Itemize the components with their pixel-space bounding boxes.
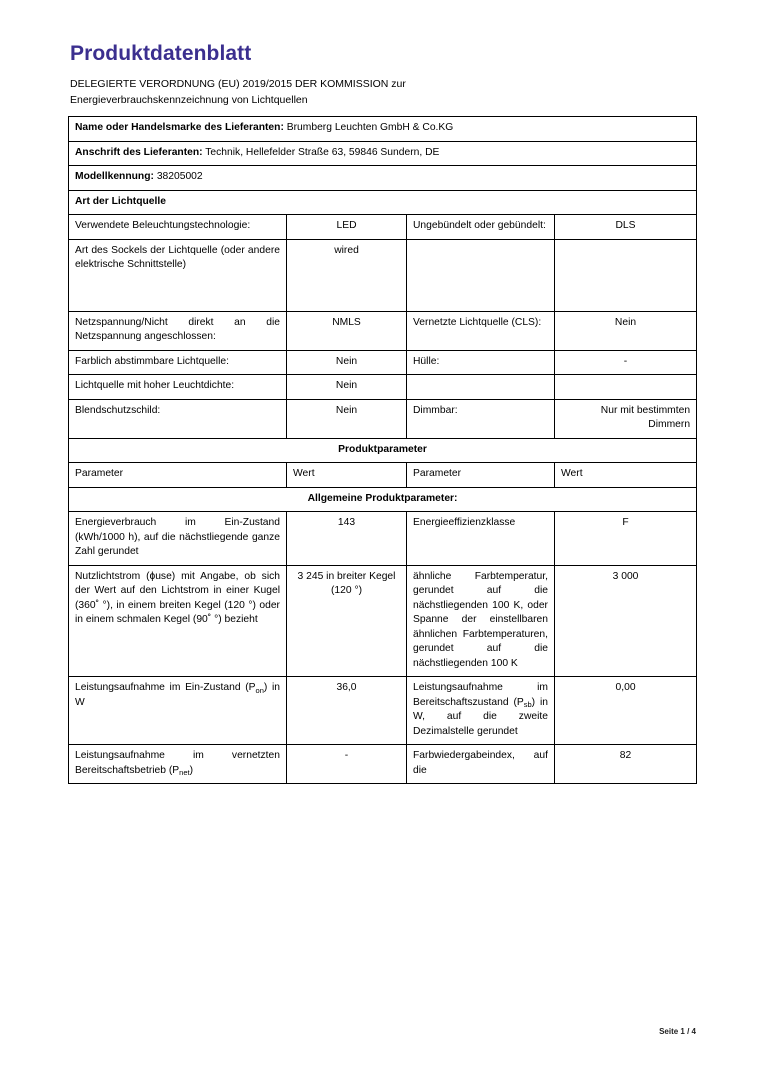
table-row: [69, 677, 697, 745]
row-label: Leistungsaufnahme im vernetzten Bereitschaftsbetrieb $(P_{net})$: [69, 745, 287, 784]
table-row: [69, 512, 697, 566]
table-row: [69, 215, 697, 240]
table-row-model: [69, 166, 697, 191]
table-row-supplier-name: [69, 117, 697, 142]
row-label: Blendschutzschild:: [69, 399, 287, 438]
row-value-2: [555, 239, 697, 311]
row-label: Lichtquelle mit hoher Leuchtdichte:: [69, 375, 287, 400]
row-label-2: [407, 239, 555, 311]
supplier-name-value: Brumberg Leuchten GmbH & Co.KG: [286, 122, 454, 133]
model-label: Modellkennung:: [75, 171, 154, 182]
supplier-name-label: Name oder Handelsmarke des Lieferanten:: [75, 122, 284, 133]
row-value-2: DLS: [555, 215, 697, 240]
table-row: [69, 399, 697, 438]
column-header-value-1: Wert: [287, 463, 407, 488]
supplier-address-label: Anschrift des Lieferanten:: [75, 146, 203, 158]
section-header-product-parameters-label: Produktparameter: [69, 438, 697, 463]
page-footer: Seite 1 / 4: [659, 1027, 696, 1036]
row-label-2: ähnliche Farbtemperatur, gerundet auf die nächstliegenden 100 K, oder Spanne der einstellbaren ähnlichen Farbtemperaturen, gerundet auf die nächstliegenden 100 K: [407, 565, 555, 677]
row-label: Energieverbrauch im Ein-Zustand (kWh/1000 h), auf die nächstliegende ganze Zahl gerundet: [69, 512, 287, 566]
column-header-parameter-2: Parameter: [407, 463, 555, 488]
row-value: 36,0: [287, 677, 407, 745]
row-value: 3 245 in breiter Kegel (120 °): [287, 565, 407, 677]
supplier-address-value: Technik, Hellefelder Straße 63, 59846 Sundern, DE: [205, 146, 440, 158]
regulation-subtitle: [70, 76, 696, 108]
table-row: [69, 745, 697, 784]
section-header-general-parameters: [69, 487, 697, 512]
row-value-2: [555, 375, 697, 400]
row-value-2: Nur mit bestimmten Dimmern: [555, 399, 697, 438]
row-value-2: 0,00: [555, 677, 697, 745]
column-header-value-2: Wert: [555, 463, 697, 488]
table-row: [69, 350, 697, 375]
row-value: LED: [287, 215, 407, 240]
row-label-2: [407, 375, 555, 400]
row-value-2: 3 000: [555, 565, 697, 677]
row-value-2: F: [555, 512, 697, 566]
supplier-name-cell: [69, 117, 697, 142]
section-header-product-parameters: [69, 438, 697, 463]
row-label: Verwendete Beleuchtungstechnologie:: [69, 215, 287, 240]
row-value: 143: [287, 512, 407, 566]
row-value: wired: [287, 239, 407, 311]
table-column-headers: [69, 463, 697, 488]
row-label-2: Dimmbar:: [407, 399, 555, 438]
regulation-subtitle-line2: Energieverbrauchskennzeichnung von Lichtquellen: [70, 94, 308, 106]
table-row: [69, 565, 697, 677]
row-value-2: 82: [555, 745, 697, 784]
row-value: -: [287, 745, 407, 784]
row-label: Nutzlichtstrom (ɸuse) mit Angabe, ob sich der Wert auf den Lichtstrom in einer Kugel (360˚ °), in einem breiten Kegel (120 °) oder in einem schmalen Kegel (90˚ °) bezieht: [69, 565, 287, 677]
row-label-2: Hülle:: [407, 350, 555, 375]
regulation-subtitle-line1: DELEGIERTE VERORDNUNG (EU) 2019/2015 DER KOMMISSION zur: [70, 78, 406, 90]
row-label: Leistungsaufnahme im Ein-Zustand $(P_{on})$ in W: [69, 677, 287, 745]
row-value-2: -: [555, 350, 697, 375]
row-label: Farblich abstimmbare Lichtquelle:: [69, 350, 287, 375]
row-label-2: Vernetzte Lichtquelle (CLS):: [407, 311, 555, 350]
page-title: Produktdatenblatt: [70, 42, 252, 65]
row-value: Nein: [287, 399, 407, 438]
row-value-2: Nein: [555, 311, 697, 350]
row-value: NMLS: [287, 311, 407, 350]
section-header-light-source-type: [69, 190, 697, 215]
row-label: Art des Sockels der Lichtquelle (oder andere elektrische Schnittstelle): [69, 239, 287, 311]
section-header-light-source-type-label: Art der Lichtquelle: [69, 190, 697, 215]
datasheet-table: [68, 116, 697, 784]
supplier-address-cell: [69, 141, 697, 166]
table-row: [69, 311, 697, 350]
row-label-2: Farbwiedergabeindex, auf die: [407, 745, 555, 784]
model-value: 38205002: [156, 171, 203, 182]
table-row: [69, 375, 697, 400]
model-cell: [69, 166, 697, 191]
table-row: [69, 239, 697, 311]
row-label-2: Energieeffizienzklasse: [407, 512, 555, 566]
row-label-2: Ungebündelt oder gebündelt:: [407, 215, 555, 240]
table-row-supplier-address: [69, 141, 697, 166]
column-header-parameter-1: Parameter: [69, 463, 287, 488]
row-value: Nein: [287, 350, 407, 375]
section-header-general-parameters-label: Allgemeine Produktparameter:: [69, 487, 697, 512]
row-label-2: Leistungsaufnahme im Bereitschaftszustand $(P_{sb})$ in W, auf die zweite Dezimalstelle gerundet: [407, 677, 555, 745]
row-label: Netzspannung/Nicht direkt an die Netzspannung angeschlossen:: [69, 311, 287, 350]
row-value: Nein: [287, 375, 407, 400]
